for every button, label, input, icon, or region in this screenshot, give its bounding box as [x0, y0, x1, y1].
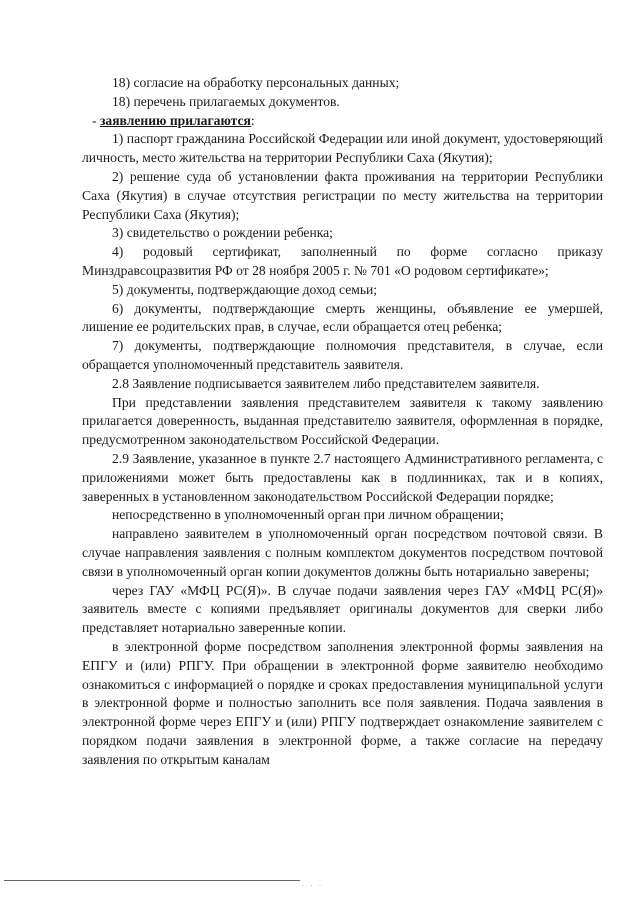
paragraph-documents-list: 18) перечень прилагаемых документов. [112, 93, 340, 109]
paragraph-item-1: 1) паспорт гражданина Российской Федерации или иной документ, удостоверяющий личность, место жительства на территории Республики Саха (Якутия); [82, 131, 603, 166]
heading-prefix: - [92, 112, 100, 128]
paragraph-item-5: 5) документы, подтверждающие доход семьи; [112, 281, 378, 297]
paragraph-item-6: 6) документы, подтверждающие смерть женщины, объявление ее умершей, лишение ее родительских прав, в случае, если обращается отец ребенка; [82, 300, 603, 335]
attachments-heading [82, 112, 603, 131]
paragraph-consent: 18) согласие на обработку персональных данных; [112, 75, 400, 90]
heading-suffix: : [250, 112, 255, 128]
paragraph-by-post: направлено заявителем в уполномоченный орган посредством почтовой связи. В случае направления заявления с полным комплектом документов посредством почтовой связи в уполномоченный орган копии документов должны быть нотариально заверены; [82, 526, 603, 579]
paragraph-section-2-8: 2.8 Заявление подписывается заявителем либо представителем заявителя. [112, 375, 540, 391]
paragraph-section-2-9: 2.9 Заявление, указанное в пункте 2.7 настоящего Административного регламента, с приложениями может быть предоставлены как в подлинниках, так и в копиях, заверенных в установленном законодательством Российской Федерации порядке; [82, 450, 603, 504]
document-body [82, 74, 603, 769]
paragraph-item-2: 2) решение суда об установлении факта проживания на территории Республики Саха (Якутия) в случае отсутствия регистрации по месту жительства на территории Республики Саха (Якутия); [82, 168, 603, 222]
footer-marks: · · · [302, 882, 324, 890]
heading-text: заявлению прилагаются [99, 112, 251, 128]
paragraph-electronic: в электронной форме посредством заполнения электронной формы заявления на ЕПГУ и (или) РПГУ. При обращении в электронной форме заявителю необходимо ознакомиться с информацией о порядке и сроках предоставления муниципальной услуги в электронной форме и полностью заполнить все поля заявления. Подача заявления в электронной форме через ЕПГУ и (или) РПГУ подтверждает ознакомление заявителем с порядком подачи заявления в электронной форме, а также согласие на передачу заявления по открытым каналам [82, 638, 603, 767]
paragraph-representative: При представлении заявления представителем заявителя к такому заявлению прилагается доверенность, выданная представителю заявителя, оформленная в порядке, предусмотренном законодательством Российской Федерации. [82, 394, 603, 448]
paragraph-mfc: через ГАУ «МФЦ РС(Я)». В случае подачи заявления через ГАУ «МФЦ РС(Я)» заявитель вместе с копиями предъявляет оригиналы документов для сверки либо представляет нотариально заверенные копии. [82, 582, 603, 636]
paragraph-item-3: 3) свидетельство о рождении ребенка; [112, 225, 333, 241]
footer-rule [4, 880, 300, 881]
paragraph-item-7: 7) документы, подтверждающие полномочия представителя, в случае, если обращается уполномоченный представитель заявителя. [82, 338, 603, 372]
paragraph-in-person: непосредственно в уполномоченный орган при личном обращении; [112, 507, 504, 523]
paragraph-item-4: 4) родовый сертификат, заполненный по форме согласно приказу Минздравсоцразвития РФ от 28 ноября 2005 г. № 701 «О родовом сертификате»; [82, 244, 603, 278]
